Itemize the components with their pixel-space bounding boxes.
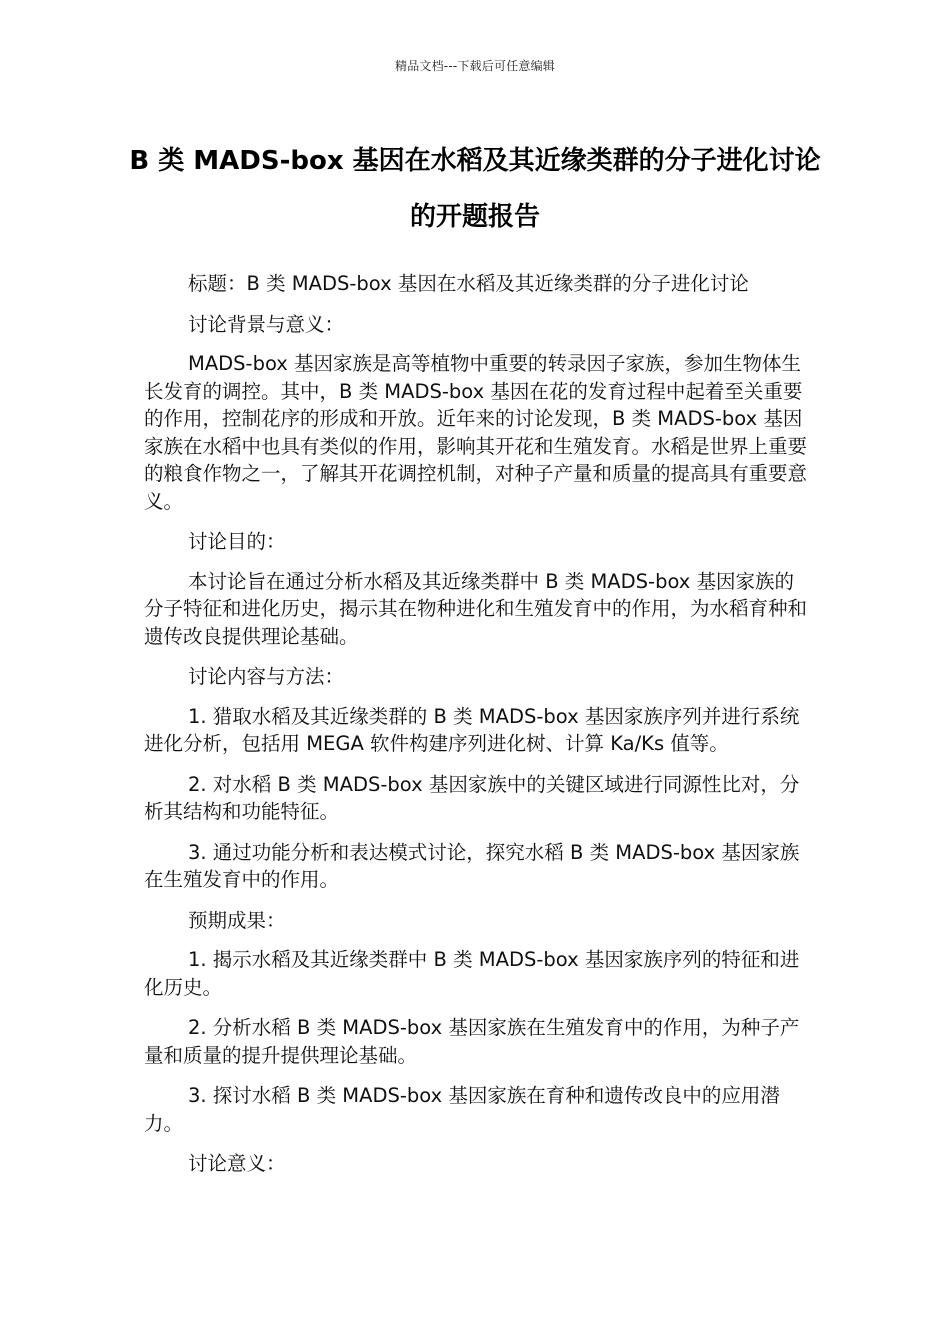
list-item-method-2: 2. 对水稻 B 类 MADS-box 基因家族中的关键区域进行同源性比对，分析其结构和功能特征。 [144,772,800,823]
header-note: 精品文档---下载后可任意编辑 [395,59,555,73]
list-item-method-3: 3. 通过功能分析和表达模式讨论，探究水稻 B 类 MADS-box 基因家族在生殖发育中的作用。 [144,840,800,891]
section-heading-results: 预期成果： [188,908,286,932]
list-item-result-2: 2. 分析水稻 B 类 MADS-box 基因家族在生殖发育中的作用，为种子产量和质量的提升提供理论基础。 [144,1016,800,1067]
list-item-result-1: 1. 揭示水稻及其近缘类群中 B 类 MADS-box 基因家族序列的特征和进化历史。 [144,948,800,999]
section-heading-significance: 讨论意义： [188,1152,286,1175]
section-heading-methods: 讨论内容与方法： [188,665,345,688]
section-heading-background: 讨论背景与意义： [188,312,345,336]
document-body [144,270,808,1190]
section-heading-purpose: 讨论目的： [188,530,286,553]
list-item-method-1: 1. 猎取水稻及其近缘类群的 B 类 MADS-box 基因家族序列并进行系统进化分析，包括用 MEGA 软件构建序列进化树、计算 Ka/Ks 值等。 [144,704,800,755]
paragraph-background: MADS-box 基因家族是高等植物中重要的转录因子家族，参加生物体生长发育的调控。其中，B 类 MADS-box 基因在花的发育过程中起着至关重要的作用，控制花序的形成和开放。近年来的讨论发现，B 类 MADS-box 基因家族在水稻中也具有类似的作用，影响其开花和生殖发育。水稻是世界上重要的粮食作物之一，了解其开花调控机制，对种子产量和质量的提高具有重要意义。 [144,352,808,513]
list-item-result-3: 3. 探讨水稻 B 类 MADS-box 基因家族在育种和遗传改良中的应用潜力。 [144,1084,780,1135]
document-title: B 类 MADS-box 基因在水稻及其近缘类群的分子进化讨论的开题报告 [129,146,821,232]
paragraph-purpose: 本讨论旨在通过分析水稻及其近缘类群中 B 类 MADS-box 基因家族的分子特征和进化历史，揭示其在物种进化和生殖发育中的作用，为水稻育种和遗传改良提供理论基础。 [144,569,808,648]
paragraph-title-line: 标题：B 类 MADS-box 基因在水稻及其近缘类群的分子进化讨论 [188,272,749,295]
